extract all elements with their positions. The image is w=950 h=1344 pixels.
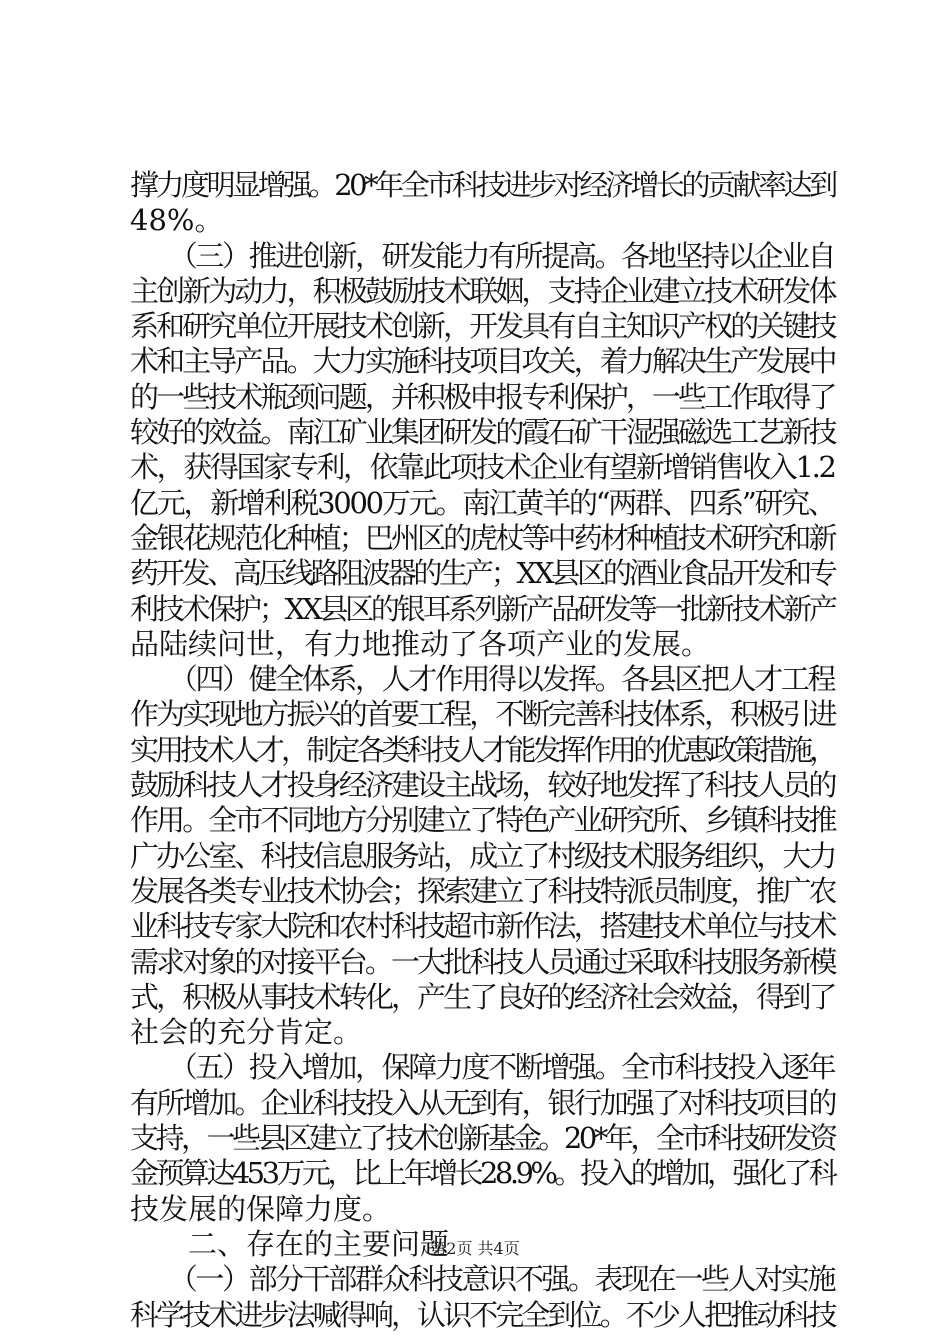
text-line: 金预算达453万元，比上年增长28.9%。投入的增加，强化了科 (130, 1156, 835, 1191)
text-line: 实用技术人才，制定各类科技人才能发挥作用的优惠政策措施， (130, 732, 835, 767)
text-line: 较好的效益。南江矿业集团研发的霞石矿干湿强磁选工艺新技 (130, 415, 835, 450)
text-line: （五）投入增加，保障力度不断增强。全市科技投入逐年 (130, 1050, 835, 1085)
text-line: （一）部分干部群众科技意识不强。表现在一些人对实施 (130, 1262, 835, 1297)
text-line: 48%。 (130, 203, 224, 238)
text-line: 主创新为动力，积极鼓励技术联姻，支持企业建立技术研发体 (130, 273, 835, 308)
text-line: 撑力度明显增强。20*年全市科技进步对经济增长的贡献率达到 (130, 168, 835, 202)
text-line: 品陆续问世，有力地推动了各项产业的发展。 (130, 626, 711, 661)
text-line: 术和主导产品。大力实施科技项目攻关，着力解决生产发展中 (130, 344, 835, 379)
text-line: （四）健全体系，人才作用得以发挥。各县区把人才工程 (130, 662, 835, 697)
text-line: 鼓励科技人才投身经济建设主战场，较好地发挥了科技人员的 (130, 768, 835, 803)
text-line: 需求对象的对接平台。一大批科技人员通过采取科技服务新模 (130, 944, 835, 979)
text-line: 式，积极从事技术转化，产生了良好的经济社会效益，得到了 (130, 979, 835, 1014)
text-line: 发展各类专业技术协会；探索建立了科技特派员制度，推广农 (130, 873, 835, 908)
text-line: 金银花规范化种植；巴州区的虎杖等中药材种植技术研究和新 (130, 520, 835, 555)
text-line: 社会的充分肯定。 (130, 1015, 363, 1050)
page-footer: 第2页 共4页 (430, 1239, 520, 1258)
text-line: 药开发、高压线路阻波器的生产；XX县区的酒业食品开发和专 (130, 556, 835, 591)
text-line: 系和研究单位开展技术创新，开发具有自主知识产权的关键技 (130, 309, 835, 344)
text-line: 利技术保护；XX县区的银耳系列新产品研发等一批新技术新产 (130, 591, 835, 626)
text-line: 广办公室、科技信息服务站，成立了村级技术服务组织，大力 (130, 838, 835, 873)
text-line: 科学技术进步法喊得响，认识不完全到位。不少人把推动科技 (130, 1297, 835, 1332)
text-line: 术，获得国家专利，依靠此项技术企业有望新增销售收入1.2 (130, 450, 835, 485)
text-line: 亿元，新增利税3000万元。南江黄羊的“两群、四系”研究、 (130, 485, 835, 520)
text-line: 支持，一些县区建立了技术创新基金。20*年，全市科技研发资 (130, 1121, 835, 1156)
body-text (130, 168, 840, 1333)
text-line: 有所增加。企业科技投入从无到有，银行加强了对科技项目的 (130, 1085, 835, 1120)
text-line: 作为实现地方振兴的首要工程，不断完善科技体系，积极引进 (130, 697, 835, 732)
text-line: 技发展的保障力度。 (130, 1191, 392, 1226)
text-line: 二、存在的主要问题 (130, 1226, 450, 1261)
text-line: （三）推进创新，研发能力有所提高。各地坚持以企业自 (130, 238, 835, 273)
text-line: 作用。全市不同地方分别建立了特色产业研究所、乡镇科技推 (130, 803, 835, 838)
text-line: 业科技专家大院和农村科技超市新作法，搭建技术单位与技术 (130, 909, 835, 944)
text-line: 的一些技术瓶颈问题，并积极申报专利保护，一些工作取得了 (130, 379, 835, 414)
